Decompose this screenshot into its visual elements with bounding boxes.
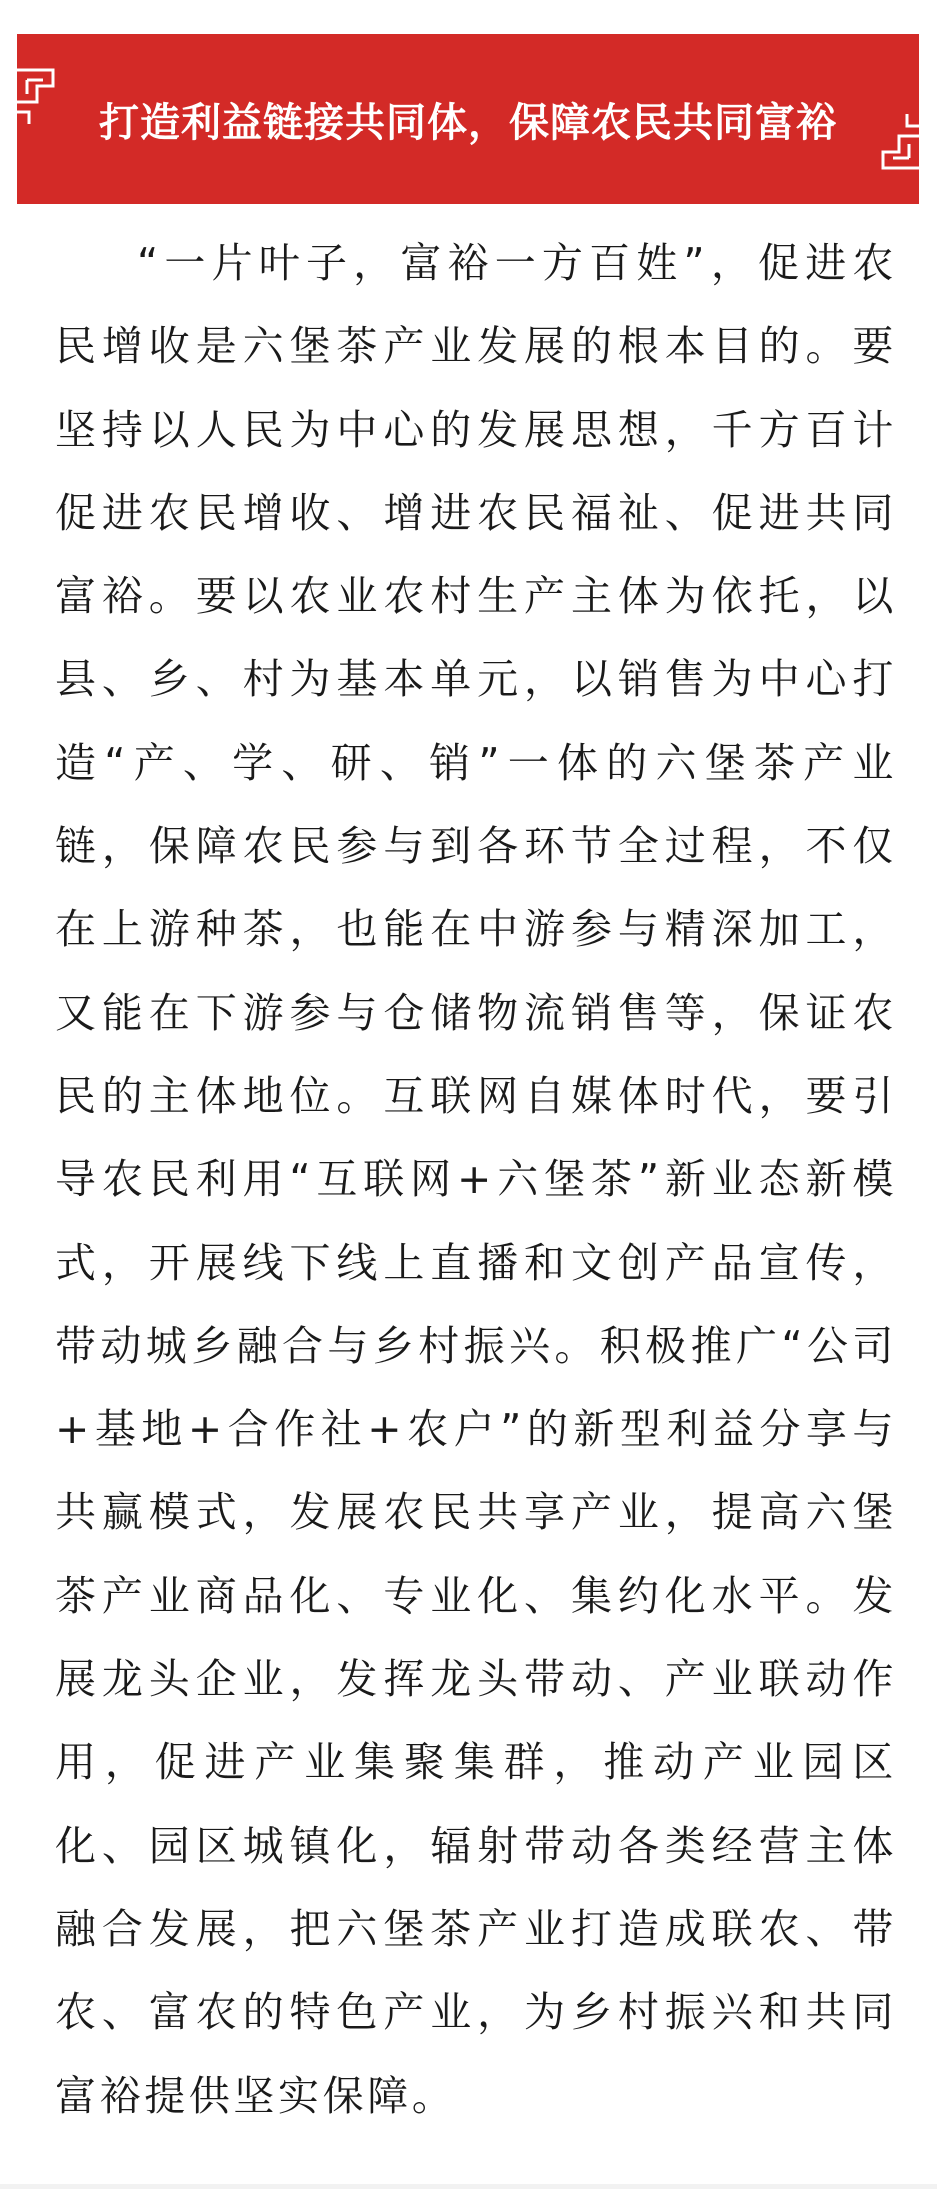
section-title: 打造利益链接共同体，保障农民共同富裕: [99, 99, 837, 146]
bottom-divider: [0, 2184, 937, 2189]
article-section-header: [17, 34, 919, 204]
article-paragraph: “一片叶子，富裕一方百姓”，促进农民增收是六堡茶产业发展的根本目的。要坚持以人民为中心的发展思想，千方百计促进农民增收、增进农民福祉、促进共同富裕。要以农业农村生产主体为依托，以县、乡、村为基本单元，以销售为中心打造“产、学、研、销”一体的六堡茶产业链，保障农民参与到各环节全过程，不仅在上游种茶，也能在中游参与精深加工，又能在下游参与仓储物流销售等，保证农民的主体地位。互联网自媒体时代，要引导农民利用“互联网+六堡茶”新业态新模式，开展线下线上直播和文创产品宣传，带动城乡融合与乡村振兴。积极推广“公司+基地+合作社+农户”的新型利益分享与共赢模式，发展农民共享产业，提高六堡茶产业商品化、专业化、集约化水平。发展龙头企业，发挥龙头带动、产业联动作用，促进产业集聚集群，推动产业园区化、园区城镇化，辐射带动各类经营主体融合发展，把六堡茶产业打造成联农、带农、富农的特色产业，为乡村振兴和共同富裕提供坚实保障。: [55, 239, 897, 2120]
lattice-ornament-icon: [853, 104, 923, 174]
